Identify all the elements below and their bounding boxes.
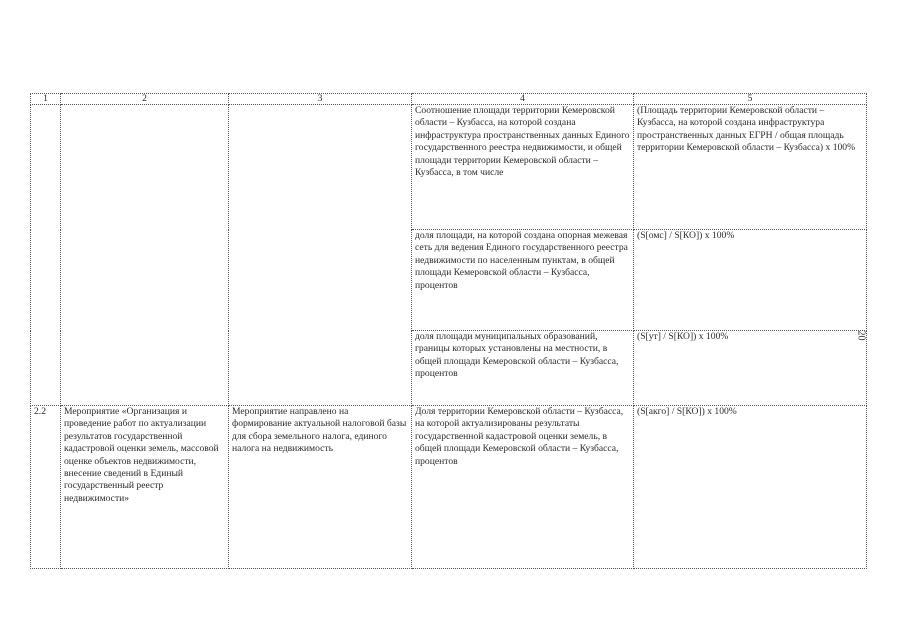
formula-cell: (S[акго] / S[КО]) х 100% [634,406,867,569]
indicator-cell: доля площади, на которой создана опорная межевая сеть для ведения Единого государственного реестра недвижимости по населенным пунктам, в общей площади Кемеровской области – Кузбасса, процентов [412,230,634,331]
page-number: 20 [855,330,867,341]
table-row [31,105,867,230]
table-row [31,406,867,569]
row-number-cell: 2.2 [31,406,61,569]
program-table [30,93,867,569]
indicator-cell: доля площади муниципальных образований, границы которых установлены на местности, в общей площади Кемеровской области – Кузбасса, процентов [412,331,634,406]
column-number: 2 [61,94,229,105]
column-number: 4 [412,94,634,105]
purpose-cell [229,105,412,406]
formula-cell: (S[омс] / S[КО]) х 100% [634,230,867,331]
purpose-cell: Мероприятие направлено на формирование актуальной налоговой базы для сбора земельного налога, единого налога на недвижимость [229,406,412,569]
indicator-cell: Доля территории Кемеровской области – Кузбасса, на которой актуализированы результаты государственной кадастровой оценки земель, в общей площади Кемеровской области – Кузбасса, процентов [412,406,634,569]
measure-cell [61,105,229,406]
column-number: 5 [634,94,867,105]
formula-cell: (S[ут] / S[КО]) х 100% [634,331,867,406]
column-number: 1 [31,94,61,105]
column-number: 3 [229,94,412,105]
column-numbers-row [31,94,867,105]
indicator-cell: Соотношение площади территории Кемеровской области – Кузбасса, на которой создана инфраструктура пространственных данных Единого государственного реестра недвижимости, и общей площади территории Кемеровской области – Кузбасса, в том числе [412,105,634,230]
measure-cell: Мероприятие «Организация и проведение работ по актуализации результатов государственной кадастровой оценки земель, массовой оценке объектов недвижимости, внесение сведений в Единый государственный реестр недвижимости» [61,406,229,569]
formula-cell: (Площадь территории Кемеровской области – Кузбасса, на которой создана инфраструктура пространственных данных ЕГРН / общая площадь территории Кемеровской области – Кузбасса) х 100% [634,105,867,230]
row-number-cell [31,105,61,406]
